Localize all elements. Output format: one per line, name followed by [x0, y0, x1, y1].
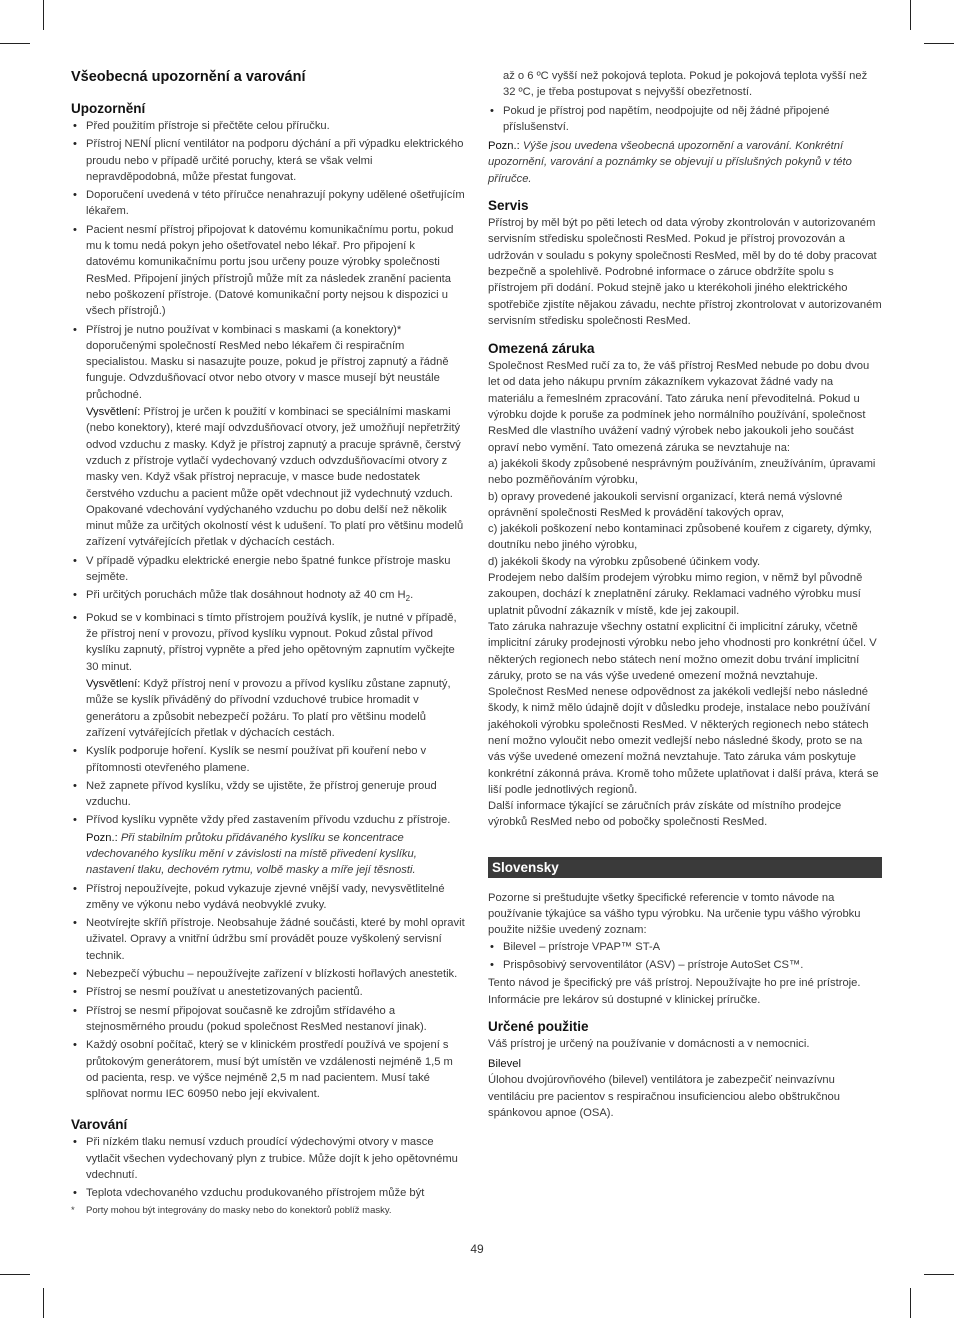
list-item: • Přístroj se nesmí připojovat současně ke zdrojům střídavého a stejnosměrného proudu (pokud společnost ResMed nestanoví jinak). [71, 1003, 467, 1036]
note-label: Pozn.: [86, 831, 118, 844]
crop-mark [924, 43, 954, 44]
list-item [71, 322, 467, 551]
list-item: • Neotvírejte skříň přístroje. Neobsahuje žádné součásti, které by mohl opravit uživatel. Opravy a vnitřní údržbu smí provádět pouze vyškolený servisní technik. [71, 915, 467, 964]
left-column [71, 68, 467, 1217]
list-item: • Při nízkém tlaku nemusí vzduch proudící výdechovými otvory v masce vytlačit všechen vydechovaný plyn z trubice. Může dojít k jeho opětovnému vdechnutí. [71, 1134, 467, 1183]
explanation-text: Když přístroj není v provozu a přívod kyslíku zůstane zapnutý, může se kyslík přiváděný do přívodní vzduchové trubice hromadit v generátoru a způsobit nebezpečí požáru. To platí pro většinu modelů zařízení vytvářejících přetlak v dýchacích cestách. [86, 678, 451, 739]
warranty-paragraph: Tato záruka nahrazuje všechny ostatní explicitní či implicitní záruky, včetně implicitní záruky prodejnosti výrobku nebo jeho vhodnosti pro konkrétní účel. V některých regionech nebo státech není možno omezit dobu trvání implicitní záruky, proto se na vás výše uvedené omezení možná nevztahuje. [488, 620, 877, 682]
list-item: • Prispôsobivý servoventilátor (ASV) – prístroje AutoSet CS™. [488, 957, 882, 973]
warranty-item: a) jakékoli škody způsobené nesprávným používáním, zneužíváním, úpravami nebo pozměňováním výrobku, [488, 457, 876, 487]
explanation-label: Vysvětlení: [86, 678, 141, 691]
list-item-text: Přístroj je nutno používat v kombinaci s maskami (a konektory)* doporučenými společností ResMed nebo lékařem či respiračním specialistou. Masku si nasazujte pouze, pokud je přístroj zapnutý a řádně funguje. Odvzdušňovací otvor nebo otvory v masce musejí být neustále průchodné. [86, 323, 449, 401]
heading-servis: Servis [488, 198, 529, 214]
note-label: Pozn.: [488, 140, 520, 153]
list-item-text: Při určitých poruchách může tlak dosáhnout hodnoty až 40 cm H [86, 589, 406, 602]
explanation [86, 676, 467, 741]
list-item: • Než zapnete přívod kyslíku, vždy se ujistěte, že přístroj generuje proud vzduchu. [71, 778, 467, 811]
list-item: • Bilevel – prístroje VPAP™ ST-A [488, 939, 882, 955]
heading-varovani: Varování [71, 1117, 128, 1133]
servis-text: Přístroj by měl být po pěti letech od data výroby zkontrolován v autorizovaném servisním středisku společnosti ResMed. Pokud je přístroj provozován a udržován v souladu s pokyny společnosti ResMed, měl by do té doby pracovat bezpečně a spolehlivě. Podrobné informace o záruce obdržíte spolu s přístrojem při dodání. Pokud stejně jako u kterékoholi jiného elektrického spotřebiče zjistíte nějakou závadu, nechte přístroj zkontrolovat v autorizovaném servisním středisku společnosti ResMed. [488, 217, 882, 327]
list-item: • Přístroj nepoužívejte, pokud vykazuje zjevné vnější vady, nevysvětlitelné změny ve výkonu nebo vydává neobvyklé zvuky. [71, 881, 467, 914]
warranty-paragraph: Prodejem nebo dalším prodejem výrobku mimo region, v němž byl původně zakoupen, dochází k zneplatnění záruky. Reklamaci vadného výrobku musí uplatnit původní zákazník v místě, kde jej zakoupil. [488, 572, 863, 617]
crop-mark [0, 43, 30, 44]
list-item: • Pokud je přístroj pod napětím, neodpojujte od něj žádné připojené příslušenství. [488, 103, 882, 136]
warranty-paragraph: Společnost ResMed nenese odpovědnost za jakékoli vedlejší nebo následné škody, k nimž mělo údajně dojít v důsledku prodeje, instalace nebo používání jakéhokoli výrobku společnosti ResMed. V některých regionech nebo státech není možno vyloučit nebo omezit vedlejší nebo následné škody, proto se na vás výše uvedené omezení možná nevztahuje. Tato záruka vám poskytuje konkrétní zákonná práva. Kromě toho můžete uplatňovat i další práva, která se liší podle jednotlivých regionů. [488, 686, 879, 796]
note [488, 138, 882, 187]
crop-mark [0, 1274, 30, 1275]
warranty-item: c) jakékoli poškození nebo kontaminaci způsobené kouřem z cigarety, dýmky, doutníku nebo jiného výrobku, [488, 523, 872, 552]
list-item [71, 587, 467, 608]
list-item: • Přístroj NENÍ plicní ventilátor na podporu dýchání a při výpadku elektrického proudu nebo v případě určité poruchy, která se však velmi nepravděpodobná, může přestat fungovat. [71, 136, 467, 185]
list-item-text: Pokud se v kombinaci s tímto přístrojem používá kyslík, je nutné v případě, že přístroj není v provozu, přívod kyslíku vypnout. Pokud zůstal přívod kyslíku zapnutý, přístroj vypněte a před jeho opětovným zapnutím vyčkejte 30 minut. [86, 611, 457, 673]
bilevel-subheading: Bilevel [488, 1058, 521, 1071]
list-item: • Doporučení uvedená v této příručce nenahrazují pokyny udělené ošetřujícím lékařem. [71, 187, 467, 220]
crop-mark [43, 1288, 44, 1318]
list-item: • Před použitím přístroje si přečtěte celou příručku. [71, 118, 467, 134]
list-item: • Kyslík podporuje hoření. Kyslík se nesmí používat při kouření nebo v přítomnosti otevřeného plamene. [71, 743, 467, 776]
cautions-list [71, 118, 467, 1102]
section-title: Všeobecná upozornění a varování [71, 69, 306, 85]
intended-use-text: Váš prístroj je určený na používanie v domácnosti a v nemocnici. [488, 1037, 810, 1050]
language-banner: Slovensky [488, 857, 882, 878]
list-item [71, 610, 467, 741]
warranty-item: b) opravy provedené jakoukoli servisní organizací, která nemá výslovné oprávnění společnosti ResMed k provádění takových oprav, [488, 490, 843, 519]
crop-mark [43, 0, 44, 30]
sk-intro: Pozorne si preštudujte všetky špecifické referencie v tomto návode na používanie týkajúce sa vášho typu výrobku. Na určenie typu vášho výrobku použite nižšie uvedený zoznam: [488, 891, 861, 937]
explanation [86, 404, 467, 551]
footnote-mark: * [71, 1204, 75, 1216]
list-item: • Každý osobní počítač, který se v klinickém prostředí používá ve spojení s průtokovým generátorem, musí být umístěn ve vzdálenosti nejméně 1,5 m od pacienta, resp. ve výšce nejméně 2,5 m nad pacientem. Musí také splňovat normu IEC 60950 nebo její ekvivalent. [71, 1037, 467, 1102]
sk-product-list [488, 939, 882, 974]
continued-list [488, 103, 882, 136]
heading-zaruka: Omezená záruka [488, 341, 595, 357]
right-column [488, 68, 882, 1121]
crop-mark [924, 1274, 954, 1275]
warranty-item: d) jakékoli škody na výrobku způsobené účinkem vody. [488, 555, 761, 568]
crop-mark [910, 1288, 911, 1318]
crop-mark [910, 0, 911, 30]
footnote-text: Porty mohou být integrovány do masky nebo do konektorů poblíž masky. [86, 1204, 392, 1216]
footnote [71, 1204, 467, 1217]
heading-urcene-pouzitie: Určené použitie [488, 1018, 589, 1034]
list-item [71, 812, 467, 878]
list-item: • Přístroj se nesmí používat u anestetizovaných pacientů. [71, 984, 467, 1000]
warnings-list [71, 1134, 467, 1201]
bilevel-text: Úlohou dvojúrovňového (bilevel) ventilátora je zabezpečiť neinvazívnu ventiláciu pre pacientov s respiračnou insuficienciou alebo obštrukčnou spánkovou apnoe (OSA). [488, 1074, 840, 1120]
explanation-label: Vysvětlení: [86, 406, 141, 419]
sk-paragraph: Tento návod je špecifický pre váš prístroj. Nepoužívajte ho pre iné prístroje. Informácie pre lekárov sú dostupné v klinickej príručke. [488, 977, 861, 1006]
warranty-paragraph: Společnost ResMed ručí za to, že váš přístroj ResMed nebude po dobu dvou let od data jeho nákupu prvním zákazníkem vykazovat žádné vady na materiálu a řemeslném zpracování. Tato záruka není převoditelná. Pokud u výrobku dojde k poruše za podmínek jeho normálního používání, společnost ResMed dle vlastního uvážení vadný výrobek nebo jakoukoli jeho součást opraví nebo vymění. Tato omezená záruka se nevztahuje na: [488, 360, 870, 454]
heading-upozorneni: Upozornění [71, 101, 146, 116]
list-item: • Teplota vdechovaného vzduchu produkovaného přístrojem může být [71, 1185, 467, 1201]
subscript: 2 [405, 594, 411, 604]
list-item: • Pacient nesmí přístroj připojovat k datovému komunikačnímu portu, pokud mu k tomu nedá pokyn jeho ošetřovatel nebo lékař. Pro připojení k datovému komunikačnímu portu jsou určeny pouze výrobky společnosti ResMed. Připojení jiných přístrojů může mít za následek zranění pacienta nebo poškození přístroje. (Datové komunikační porty nejsou k dispozici u všech přístrojů.) [71, 222, 467, 320]
list-item: • Nebezpečí výbuchu – nepoužívejte zařízení v blízkosti hořlavých anestetik. [71, 966, 467, 982]
list-item: • V případě výpadku elektrické energie nebo špatné funkce přístroje masku sejměte. [71, 553, 467, 586]
note-text: Výše jsou uvedena všeobecná upozornění a varování. Konkrétní upozornění, varování a poznámky se objevují u příslušných pokynů v této příručce. [488, 140, 852, 185]
period: . [410, 589, 414, 602]
note-text: Při stabilním průtoku přidávaného kyslíku se koncentrace vdechovaného kyslíku mění v závislosti na místě přivedení kyslíku, nastavení tlaku, dechovém rytmu, volbě masky a míře její těsnosti. [86, 831, 417, 877]
continued-text: až o 6 ºC vyšší než pokojová teplota. Pokud je pokojová teplota vyšší než 32 ºC, je třeba postupovat s nejvyšší obezřetností. [503, 70, 868, 99]
list-item-text: Přívod kyslíku vypněte vždy před zastavením přívodu vzduchu z přístroje. [86, 814, 451, 827]
note [86, 830, 467, 879]
page-number: 49 [470, 1242, 484, 1256]
explanation-text: Přístroj je určen k použití v kombinaci se speciálními maskami (nebo konektory), které mají odvzdušňovací otvory, jež umožňují nepřetržitý odvod vzduchu z masky. Když je přístroj zapnutý a pracuje správně, čerstvý vzduch z přístroje vytlačí vydechovaný vzduch odvzdušňovacími otvory z masky ven. Když však přístroj nepracuje, v masce bude nedostatek čerstvého vzduchu a pacient může opět vdechnout již vydechnutý vzduch. Opakované vdechování vydýchaného vzduchu po dobu delší než několik minut může za určitých okolností vést k udušení. To platí pro většinu modelů zařízení vytvářejících přetlak v dýchacích cestách. [86, 406, 464, 549]
warranty-paragraph: Další informace týkající se záručních práv získáte od místního prodejce výrobků ResMed nebo od pobočky společnosti ResMed. [488, 800, 842, 829]
